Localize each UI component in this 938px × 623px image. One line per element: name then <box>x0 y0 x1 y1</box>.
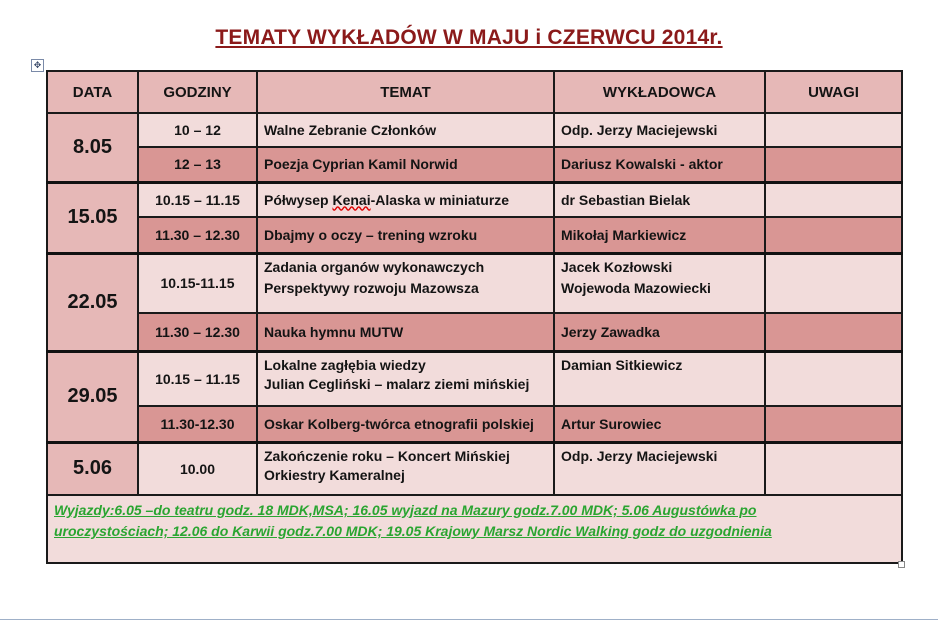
lecture-schedule-table <box>46 70 903 564</box>
hours-cell: 11.30 – 12.30 <box>138 313 257 351</box>
hours-cell: 11.30 – 12.30 <box>138 217 257 253</box>
table-row <box>47 182 902 217</box>
document-title: TEMATY WYKŁADÓW W MAJU i CZERWCU 2014r. <box>215 26 723 49</box>
spellcheck-word: Kenai <box>332 191 371 208</box>
topic-line: Zakończenie roku – Koncert Mińskiej <box>264 447 510 464</box>
topic-line: Orkiestry Kameralnej <box>264 466 405 483</box>
table-row <box>47 217 902 253</box>
hours-cell: 10.15 – 11.15 <box>138 182 257 217</box>
topic-line: Lokalne zagłębia wiedzy <box>264 356 426 373</box>
lecturer-line: Jacek Kozłowski <box>561 258 673 275</box>
resize-handle-icon[interactable] <box>898 561 905 568</box>
table-row <box>47 147 902 182</box>
notes-cell <box>765 147 902 182</box>
table-row <box>47 406 902 442</box>
topic-line: Zadania organów wykonawczych <box>264 258 485 275</box>
lecturer-cell: Damian Sitkiewicz <box>554 351 765 406</box>
topic-cell <box>257 351 554 406</box>
table-row <box>47 313 902 351</box>
trips-note-line: Wyjazdy:6.05 –do teatru godz. 18 MDK,MSA; 16.05 wyjazd na Mazury godz.7.00 MDK; 5.06 Augustówka po <box>54 502 757 518</box>
notes-cell <box>765 442 902 495</box>
topic-line: Julian Cegliński – malarz ziemi mińskiej <box>264 375 530 392</box>
table-row <box>47 442 902 495</box>
date-cell: 22.05 <box>47 253 138 351</box>
lecturer-cell: Odp. Jerzy Maciejewski <box>554 442 765 495</box>
lecturer-cell: dr Sebastian Bielak <box>554 182 765 217</box>
topic-cell <box>257 442 554 495</box>
date-cell: 5.06 <box>47 442 138 495</box>
hours-cell: 10.15 – 11.15 <box>138 351 257 406</box>
lecturer-cell: Odp. Jerzy Maciejewski <box>554 113 765 147</box>
topic-part: Półwysep <box>264 191 333 208</box>
header-uwagi: UWAGI <box>765 71 902 113</box>
header-godziny: GODZINY <box>138 71 257 113</box>
trips-note-line: uroczystościach; 12.06 do Karwii godz.7.00 MDK; 19.05 Krajowy Marsz Nordic Walking godz do uzgodnienia <box>54 523 772 539</box>
topic-cell: Poezja Cyprian Kamil Norwid <box>257 147 554 182</box>
topic-cell <box>257 182 554 217</box>
topic-cell: Walne Zebranie Członków <box>257 113 554 147</box>
notes-cell <box>765 406 902 442</box>
notes-cell <box>765 182 902 217</box>
lecturer-cell <box>554 253 765 313</box>
topic-part: -Alaska w miniaturze <box>370 191 510 208</box>
notes-cell <box>765 253 902 313</box>
lecturer-cell: Dariusz Kowalski - aktor <box>554 147 765 182</box>
table-header-row <box>47 71 902 113</box>
topic-cell <box>257 253 554 313</box>
move-handle-icon[interactable]: ✥ <box>31 59 44 72</box>
date-cell: 15.05 <box>47 182 138 253</box>
topic-cell: Oskar Kolberg-twórca etnografii polskiej <box>257 406 554 442</box>
header-temat: TEMAT <box>257 71 554 113</box>
header-wykladowca: WYKŁADOWCA <box>554 71 765 113</box>
hours-cell: 10.15-11.15 <box>138 253 257 313</box>
footer-note-row <box>47 495 902 563</box>
notes-cell <box>765 313 902 351</box>
table-row <box>47 351 902 406</box>
lecturer-cell: Jerzy Zawadka <box>554 313 765 351</box>
header-data: DATA <box>47 71 138 113</box>
page-edge-divider <box>0 619 938 620</box>
date-cell: 29.05 <box>47 351 138 442</box>
topic-cell: Nauka hymnu MUTW <box>257 313 554 351</box>
hours-cell: 10.00 <box>138 442 257 495</box>
trips-note <box>47 495 902 563</box>
lecturer-cell: Artur Surowiec <box>554 406 765 442</box>
table-row <box>47 113 902 147</box>
hours-cell: 11.30-12.30 <box>138 406 257 442</box>
topic-cell: Dbajmy o oczy – trening wzroku <box>257 217 554 253</box>
notes-cell <box>765 351 902 406</box>
date-cell: 8.05 <box>47 113 138 182</box>
table-row <box>47 253 902 313</box>
topic-line: Perspektywy rozwoju Mazowsza <box>264 279 479 296</box>
hours-cell: 12 – 13 <box>138 147 257 182</box>
notes-cell <box>765 217 902 253</box>
lecturer-line: Wojewoda Mazowiecki <box>561 279 711 296</box>
lecturer-cell: Mikołaj Markiewicz <box>554 217 765 253</box>
hours-cell: 10 – 12 <box>138 113 257 147</box>
notes-cell <box>765 113 902 147</box>
